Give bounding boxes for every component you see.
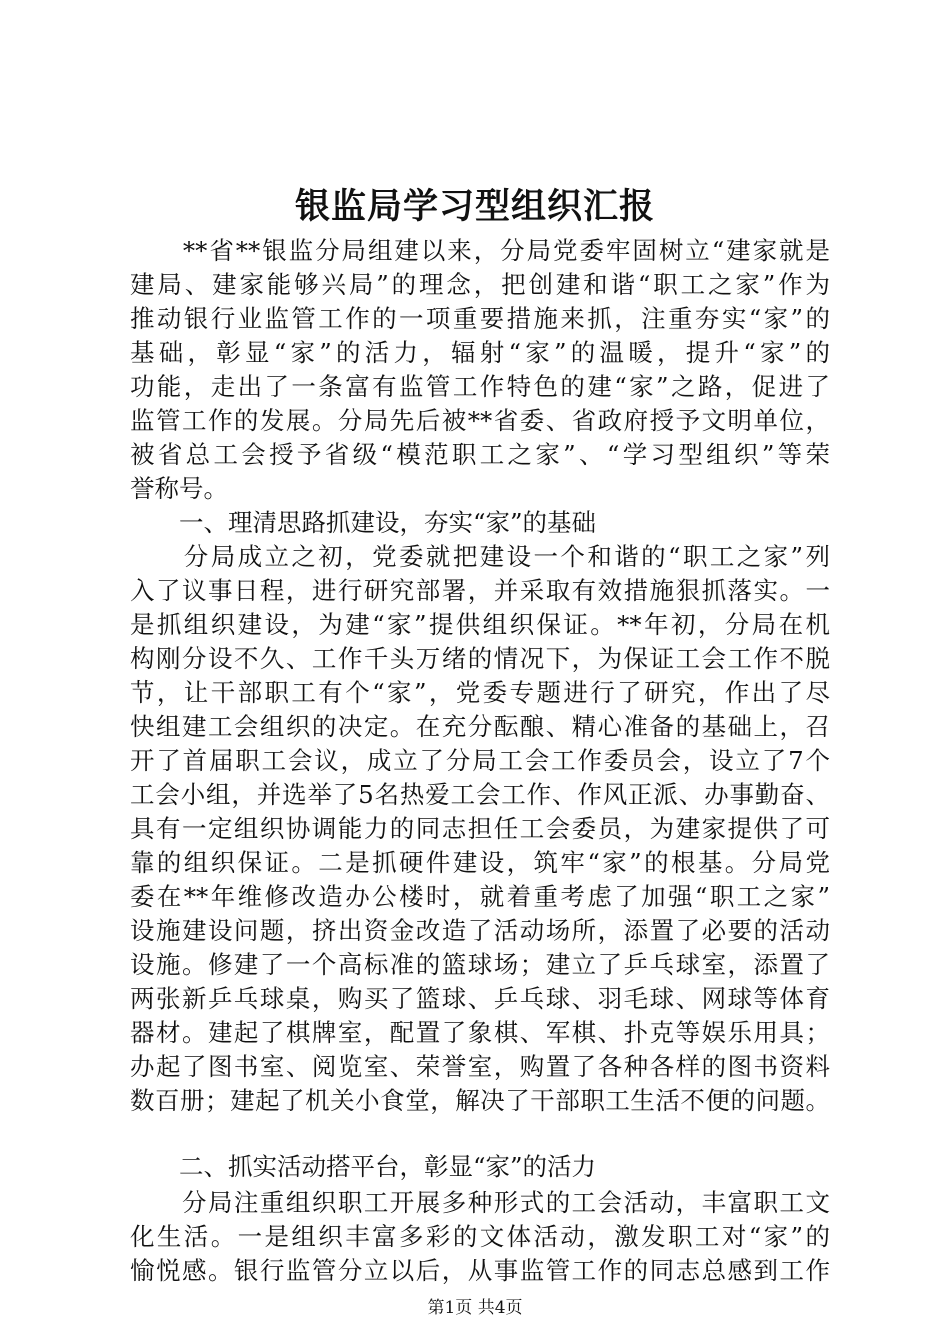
text-line: 器材。建起了棋牌室，配置了象棋、军棋、扑克等娱乐用具； bbox=[130, 1018, 830, 1047]
text-line: 数百册；建起了机关小食堂，解决了干部职工生活不便的问题。 bbox=[130, 1086, 830, 1115]
text-line: 构刚分设不久、工作千头万绪的情况下，为保证工会工作不脱 bbox=[130, 644, 830, 673]
text-line: 基础，彰显“家”的活力，辐射“家”的温暖，提升“家”的 bbox=[130, 338, 830, 367]
text-line: 工会小组，并选举了5名热爱工会工作、作风正派、办事勤奋、 bbox=[130, 780, 830, 809]
text-line: 靠的组织保证。二是抓硬件建设，筑牢“家”的根基。分局党 bbox=[130, 848, 830, 877]
text-line: 推动银行业监管工作的一项重要措施来抓，注重夯实“家”的 bbox=[130, 304, 830, 333]
text-line: 开了首届职工会议，成立了分局工会工作委员会，设立了7个 bbox=[130, 746, 830, 775]
text-line: 分局注重组织职工开展多种形式的工会活动，丰富职工文 bbox=[130, 1188, 830, 1217]
text-line: 设施建设问题，挤出资金改造了活动场所，添置了必要的活动 bbox=[130, 916, 830, 945]
text-line: 办起了图书室、阅览室、荣誉室，购置了各种各样的图书资料 bbox=[130, 1052, 830, 1081]
document-title: 银监局学习型组织汇报 bbox=[294, 187, 655, 227]
text-line: 是抓组织建设，为建“家”提供组织保证。**年初，分局在机 bbox=[130, 610, 830, 639]
page-footer: 第1页 共4页 bbox=[427, 1298, 523, 1318]
text-line: 两张新乒乓球桌，购买了篮球、乒乓球、羽毛球、网球等体育 bbox=[130, 984, 830, 1013]
text-line: 愉悦感。银行监管分立以后，从事监管工作的同志总感到工作 bbox=[130, 1256, 830, 1285]
text-line: **省**银监分局组建以来，分局党委牢固树立“建家就是 bbox=[130, 236, 830, 265]
text-line: 功能，走出了一条富有监管工作特色的建“家”之路，促进了 bbox=[130, 372, 830, 401]
text-line: 监管工作的发展。分局先后被**省委、省政府授予文明单位， bbox=[130, 406, 830, 435]
text-line: 一、理清思路抓建设，夯实“家”的基础 bbox=[130, 508, 597, 537]
text-line: 入了议事日程，进行研究部署，并采取有效措施狠抓落实。一 bbox=[130, 576, 830, 605]
text-line: 建局、建家能够兴局”的理念，把创建和谐“职工之家”作为 bbox=[130, 270, 830, 299]
text-line: 誉称号。 bbox=[130, 474, 228, 503]
text-line: 快组建工会组织的决定。在充分酝酿、精心准备的基础上，召 bbox=[130, 712, 830, 741]
text-line: 化生活。一是组织丰富多彩的文体活动，激发职工对“家”的 bbox=[130, 1222, 830, 1251]
text-line: 二、抓实活动搭平台，彰显“家”的活力 bbox=[130, 1152, 597, 1181]
text-line: 具有一定组织协调能力的同志担任工会委员，为建家提供了可 bbox=[130, 814, 830, 843]
text-line: 分局成立之初，党委就把建设一个和谐的“职工之家”列 bbox=[130, 542, 830, 571]
text-line: 节，让干部职工有个“家”，党委专题进行了研究，作出了尽 bbox=[130, 678, 830, 707]
text-line: 设施。修建了一个高标准的篮球场；建立了乒乓球室，添置了 bbox=[130, 950, 830, 979]
text-line: 被省总工会授予省级“模范职工之家”、“学习型组织”等荣 bbox=[130, 440, 830, 469]
text-line: 委在**年维修改造办公楼时，就着重考虑了加强“职工之家” bbox=[130, 882, 830, 911]
